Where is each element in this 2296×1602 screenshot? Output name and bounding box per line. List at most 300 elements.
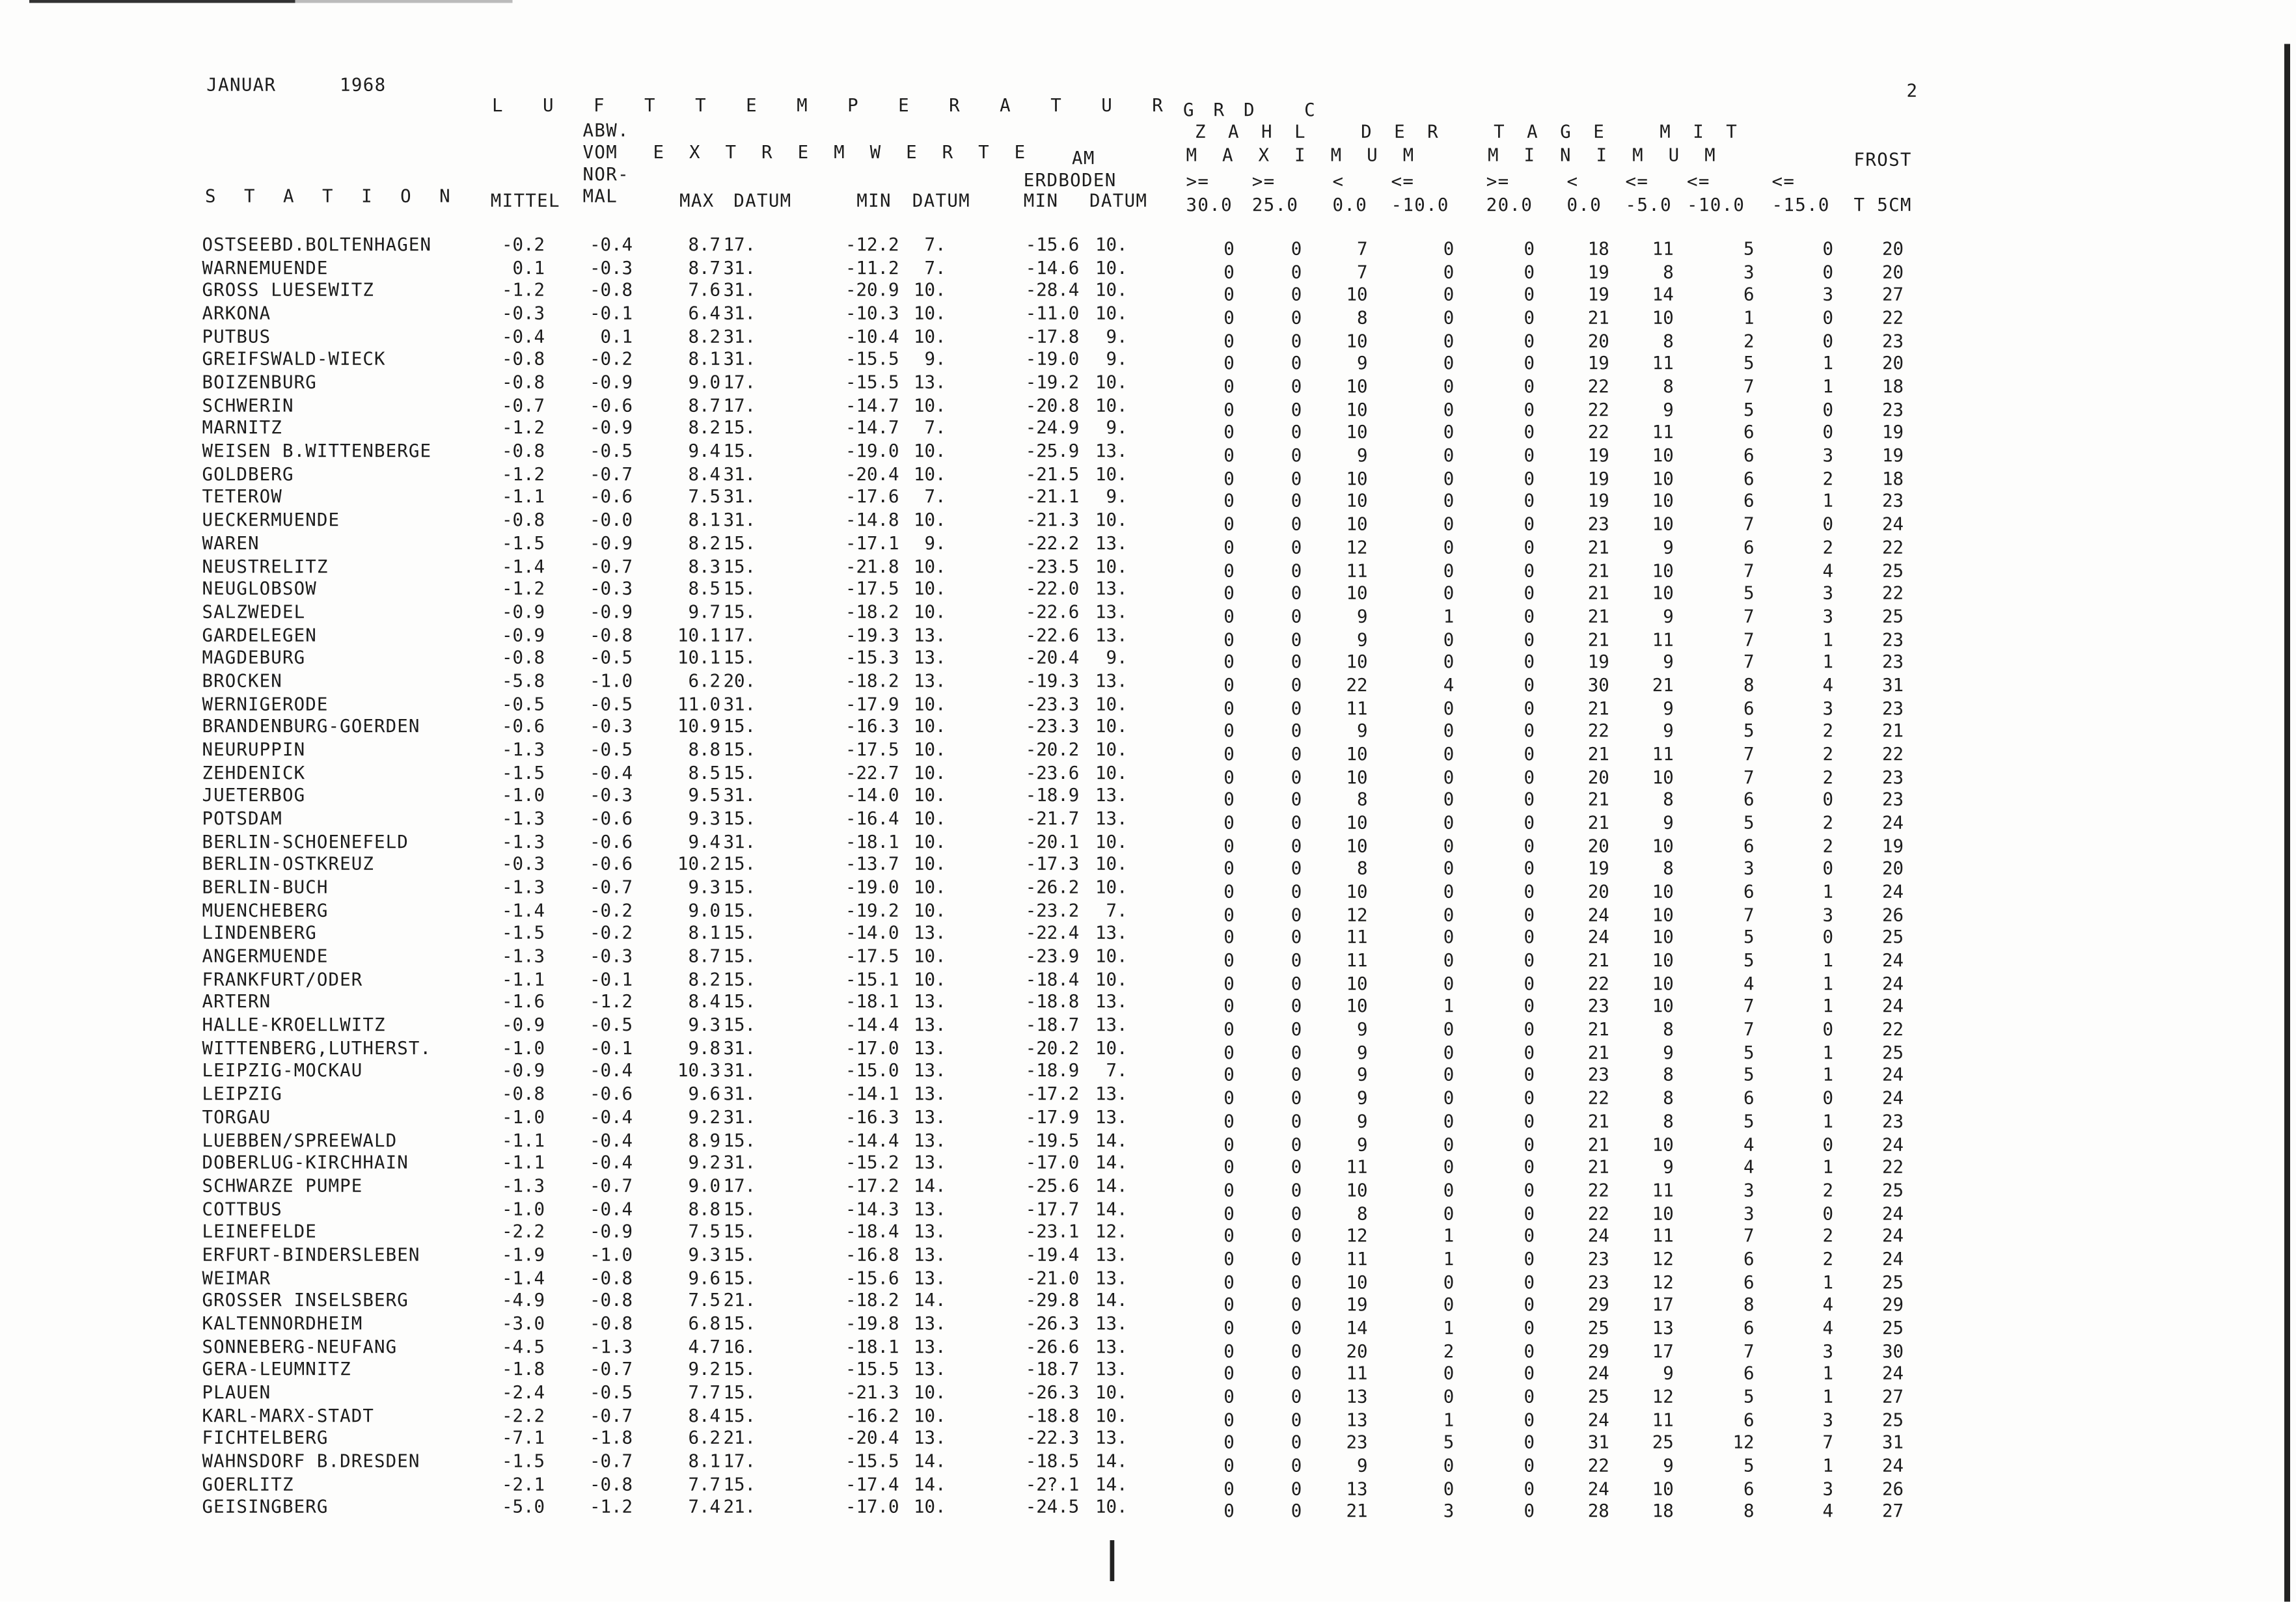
cell-max-ge-30: 0 <box>1223 1478 1235 1499</box>
cell-max-ge-25: 0 <box>1291 1340 1302 1361</box>
cell-erdboden-min: -29.8 <box>1025 1290 1080 1311</box>
station-name: WEISEN B.WITTENBERGE <box>202 441 432 461</box>
minimum-operator: >= <box>1486 171 1510 192</box>
cell-max: 7.4 <box>688 1497 720 1517</box>
cell-max-ge-25: 0 <box>1291 629 1302 649</box>
cell-frost-5cm: 26 <box>1881 904 1904 925</box>
cell-max-lt-0: 10 <box>1346 284 1368 305</box>
cell-max-lt-0: 9 <box>1356 1111 1368 1132</box>
cell-min-le-m15: 3 <box>1822 606 1833 627</box>
cell-max-ge-25: 0 <box>1291 1202 1302 1223</box>
cell-min-datum: 13. <box>913 1428 946 1449</box>
cell-min-le-m5: 8 <box>1663 330 1674 351</box>
cell-min: -19.2 <box>845 900 899 921</box>
cell-min-lt-0: 24 <box>1587 1363 1609 1384</box>
cell-max-datum: 15. <box>723 1244 756 1265</box>
cell-min-le-m5: 9 <box>1663 1363 1674 1384</box>
cell-max-ge-25: 0 <box>1291 330 1302 351</box>
cell-mittel: -1.3 <box>501 945 545 967</box>
cell-min-le-m15: 2 <box>1822 767 1833 787</box>
cell-frost-5cm: 19 <box>1881 445 1904 466</box>
cell-min-ge-20: 0 <box>1524 1409 1535 1430</box>
cell-max: 9.3 <box>688 1244 720 1265</box>
cell-max: 7.5 <box>688 487 720 508</box>
cell-min-ge-20: 0 <box>1524 1432 1535 1453</box>
cell-max: 10.3 <box>677 1061 720 1081</box>
cell-min-le-m10: 6 <box>1743 445 1755 466</box>
cell-min-le-m5: 9 <box>1663 720 1674 742</box>
cell-max-le-m10: 0 <box>1443 284 1455 305</box>
cell-max-le-m10: 0 <box>1443 422 1455 443</box>
cell-erdboden-min: -22.4 <box>1025 923 1080 944</box>
cell-max-ge-30: 0 <box>1223 1501 1235 1522</box>
cell-max-ge-30: 0 <box>1223 698 1235 718</box>
cell-erdboden-min: -20.8 <box>1025 394 1080 416</box>
cell-min: -10.4 <box>845 326 899 347</box>
cell-min: -19.0 <box>845 876 899 898</box>
station-name: MAGDEBURG <box>202 647 306 668</box>
cell-max-datum: 17. <box>723 394 756 416</box>
cell-erdboden-datum: 13. <box>1095 670 1128 691</box>
cell-min-datum: 10. <box>913 831 946 852</box>
cell-max: 8.8 <box>688 1198 720 1219</box>
cell-max-datum: 17. <box>723 624 756 645</box>
cell-erdboden-min: -23.2 <box>1025 900 1080 921</box>
cell-min-le-m10: 4 <box>1743 973 1755 994</box>
cell-mittel: -0.2 <box>501 234 545 255</box>
cell-min-le-m5: 10 <box>1652 468 1674 489</box>
cell-abw: -0.9 <box>589 601 633 622</box>
cell-min-lt-0: 21 <box>1587 789 1609 810</box>
cell-max-ge-25: 0 <box>1291 1042 1302 1063</box>
cell-frost-5cm: 24 <box>1881 514 1904 535</box>
cell-min-ge-20: 0 <box>1524 537 1535 558</box>
cell-min-datum: 13. <box>913 1129 946 1150</box>
cell-max-le-m10: 0 <box>1443 1363 1455 1384</box>
cell-max-ge-25: 0 <box>1291 1317 1302 1338</box>
cell-abw: -0.9 <box>589 1221 633 1242</box>
cell-max-ge-25: 0 <box>1291 468 1302 489</box>
cell-mittel: -1.3 <box>501 831 545 852</box>
cell-min-le-m15: 1 <box>1822 1386 1833 1407</box>
station-name: BRANDENBURG-GOERDEN <box>202 716 420 737</box>
cell-min-datum: 13. <box>913 1198 946 1219</box>
cell-max-ge-25: 0 <box>1291 858 1302 879</box>
cell-max-datum: 21. <box>723 1428 756 1449</box>
cell-min-le-m5: 10 <box>1652 514 1674 535</box>
cell-max-le-m10: 0 <box>1443 858 1455 879</box>
cell-min-datum: 13. <box>913 647 946 668</box>
cell-max-ge-25: 0 <box>1291 1432 1302 1453</box>
erdboden-header-2: ERDBODEN <box>1023 170 1117 191</box>
cell-max-datum: 15. <box>723 945 756 967</box>
cell-erdboden-datum: 13. <box>1095 624 1128 645</box>
cell-min-le-m10: 6 <box>1743 1271 1755 1292</box>
cell-erdboden-datum: 13. <box>1095 923 1128 944</box>
cell-max-ge-30: 0 <box>1223 812 1235 834</box>
cell-min-le-m5: 11 <box>1652 1409 1674 1430</box>
cell-erdboden-datum: 14. <box>1095 1198 1128 1219</box>
cell-min-ge-20: 0 <box>1524 1202 1535 1223</box>
abw-header-1: ABW. <box>582 120 629 141</box>
frost-header: FROST <box>1853 149 1912 170</box>
cell-mittel: -1.3 <box>501 808 545 829</box>
cell-max: 8.7 <box>688 234 720 255</box>
min-header: MIN <box>856 190 892 211</box>
cell-mittel: -1.1 <box>501 487 545 508</box>
cell-mittel: -0.8 <box>501 349 545 370</box>
cell-min-lt-0: 21 <box>1587 1042 1609 1063</box>
cell-max-datum: 17. <box>723 1175 756 1196</box>
cell-min-le-m5: 12 <box>1652 1249 1674 1269</box>
cell-max-datum: 15. <box>723 923 756 944</box>
cell-frost-5cm: 21 <box>1881 720 1904 742</box>
cell-min: -15.5 <box>845 349 899 370</box>
cell-max: 6.4 <box>688 303 720 324</box>
cell-mittel: -1.5 <box>501 923 545 944</box>
cell-max-ge-30: 0 <box>1223 1088 1235 1109</box>
cell-min-ge-20: 0 <box>1524 927 1535 948</box>
cell-max-datum: 31. <box>723 1083 756 1104</box>
cell-max-ge-25: 0 <box>1291 284 1302 305</box>
cell-erdboden-datum: 10. <box>1095 762 1128 783</box>
cell-min-le-m10: 6 <box>1743 468 1755 489</box>
cell-min: -16.3 <box>845 1106 899 1128</box>
cell-max-lt-0: 10 <box>1346 491 1368 512</box>
cell-min-ge-20: 0 <box>1524 651 1535 673</box>
cell-min: -20.9 <box>845 280 899 301</box>
cell-mittel: -0.7 <box>501 394 545 416</box>
cell-max-lt-0: 10 <box>1346 996 1368 1017</box>
cell-max-ge-30: 0 <box>1223 468 1235 489</box>
cell-max-ge-30: 0 <box>1223 582 1235 604</box>
cell-max-datum: 31. <box>723 1106 756 1128</box>
cell-min-le-m5: 11 <box>1652 353 1674 374</box>
cell-min-ge-20: 0 <box>1524 445 1535 466</box>
maximum-operator: <= <box>1391 171 1415 192</box>
mittel-header: MITTEL <box>490 190 560 211</box>
cell-frost-5cm: 26 <box>1881 1478 1904 1499</box>
cell-erdboden-min: -26.3 <box>1025 1313 1080 1334</box>
cell-max-le-m10: 0 <box>1443 812 1455 834</box>
cell-min-le-m10: 7 <box>1743 767 1755 787</box>
cell-frost-5cm: 24 <box>1881 1134 1904 1155</box>
cell-mittel: -1.0 <box>501 1198 545 1219</box>
cell-max-le-m10: 1 <box>1443 1225 1455 1247</box>
cell-erdboden-min: -17.0 <box>1025 1152 1080 1173</box>
cell-frost-5cm: 23 <box>1881 1111 1904 1132</box>
cell-max-lt-0: 9 <box>1356 445 1368 466</box>
cell-min-lt-0: 19 <box>1587 445 1609 466</box>
cell-min-le-m10: 7 <box>1743 560 1755 581</box>
cell-min-le-m10: 6 <box>1743 422 1755 443</box>
cell-max: 10.1 <box>677 647 720 668</box>
cell-max: 9.3 <box>688 876 720 898</box>
cell-frost-5cm: 27 <box>1881 284 1904 305</box>
year-label: 1968 <box>340 74 387 96</box>
cell-frost-5cm: 24 <box>1881 1202 1904 1223</box>
cell-max-le-m10: 1 <box>1443 606 1455 627</box>
cell-erdboden-datum: 10. <box>1095 1037 1128 1059</box>
extremwerte-header: E X T R E M W E R T E <box>653 142 1033 163</box>
cell-max: 9.4 <box>688 441 720 461</box>
cell-min: -14.0 <box>845 923 899 944</box>
cell-max-lt-0: 9 <box>1356 606 1368 627</box>
cell-max-ge-30: 0 <box>1223 1294 1235 1316</box>
cell-min-le-m5: 10 <box>1652 767 1674 787</box>
cell-erdboden-datum: 10. <box>1095 234 1128 255</box>
cell-mittel: -1.5 <box>501 762 545 783</box>
cell-frost-5cm: 25 <box>1881 1180 1904 1201</box>
cell-max: 9.8 <box>688 1037 720 1059</box>
cell-frost-5cm: 22 <box>1881 1156 1904 1178</box>
cell-abw: -0.0 <box>589 509 633 530</box>
cell-min: -17.9 <box>845 693 899 714</box>
cell-max-ge-25: 0 <box>1291 537 1302 558</box>
cell-min-lt-0: 19 <box>1587 858 1609 879</box>
station-name: LUEBBEN/SPREEWALD <box>202 1129 398 1150</box>
cell-max-le-m10: 0 <box>1443 767 1455 787</box>
cell-mittel: -4.5 <box>501 1336 545 1357</box>
station-name: GERA-LEUMNITZ <box>202 1359 351 1380</box>
station-name: BERLIN-SCHOENEFELD <box>202 831 409 852</box>
station-name: COTTBUS <box>202 1198 282 1219</box>
cell-min-datum: 10. <box>913 555 946 577</box>
cell-erdboden-datum: 10. <box>1095 739 1128 760</box>
cell-min-datum: 7. <box>924 257 946 278</box>
cell-erdboden-min: -19.4 <box>1025 1244 1080 1265</box>
cell-erdboden-datum: 10. <box>1095 693 1128 714</box>
cell-frost-5cm: 23 <box>1881 789 1904 810</box>
cell-erdboden-min: -22.0 <box>1025 578 1080 599</box>
cell-max-lt-0: 10 <box>1346 422 1368 443</box>
cell-min-lt-0: 23 <box>1587 996 1609 1017</box>
cell-max-lt-0: 8 <box>1356 858 1368 879</box>
cell-min-le-m5: 14 <box>1652 284 1674 305</box>
cell-min-datum: 10. <box>913 968 946 990</box>
cell-min-datum: 14. <box>913 1175 946 1196</box>
minimum-threshold: -5.0 <box>1625 195 1672 215</box>
cell-max-ge-30: 0 <box>1223 858 1235 879</box>
cell-erdboden-datum: 14. <box>1095 1175 1128 1196</box>
cell-abw: -1.8 <box>589 1428 633 1449</box>
cell-min-le-m10: 12 <box>1732 1432 1755 1453</box>
cell-max: 10.9 <box>677 716 720 737</box>
cell-max-le-m10: 0 <box>1443 1042 1455 1063</box>
cell-min-ge-20: 0 <box>1524 1294 1535 1316</box>
cell-erdboden-min: -21.7 <box>1025 808 1080 829</box>
cell-min-le-m15: 3 <box>1822 904 1833 925</box>
cell-erdboden-datum: 13. <box>1095 992 1128 1012</box>
cell-max-le-m10: 0 <box>1443 1202 1455 1223</box>
cell-min-le-m10: 6 <box>1743 881 1755 903</box>
cell-abw: -0.6 <box>589 854 633 875</box>
cell-max-le-m10: 0 <box>1443 904 1455 925</box>
cell-min-le-m5: 10 <box>1652 1478 1674 1499</box>
cell-erdboden-min: -20.2 <box>1025 739 1080 760</box>
cell-min-lt-0: 24 <box>1587 904 1609 925</box>
cell-mittel: -0.8 <box>501 372 545 393</box>
cell-erdboden-min: -26.2 <box>1025 876 1080 898</box>
cell-min-le-m15: 0 <box>1822 422 1833 443</box>
cell-max-lt-0: 12 <box>1346 1225 1368 1247</box>
cell-max: 9.3 <box>688 1014 720 1035</box>
cell-min-le-m15: 2 <box>1822 812 1833 834</box>
erdboden-header-1: AM <box>1072 148 1095 169</box>
cell-max-ge-25: 0 <box>1291 1111 1302 1132</box>
cell-max-ge-30: 0 <box>1223 1202 1235 1223</box>
cell-min-le-m5: 8 <box>1663 1065 1674 1086</box>
cell-max-le-m10: 0 <box>1443 927 1455 948</box>
cell-erdboden-datum: 10. <box>1095 945 1128 967</box>
cell-erdboden-min: -23.3 <box>1025 716 1080 737</box>
cell-max-lt-0: 10 <box>1346 514 1368 535</box>
station-name: DOBERLUG-KIRCHHAIN <box>202 1152 409 1173</box>
cell-max-lt-0: 10 <box>1346 973 1368 994</box>
cell-min-datum: 13. <box>913 1221 946 1242</box>
cell-erdboden-min: -20.4 <box>1025 647 1080 668</box>
cell-max: 9.4 <box>688 831 720 852</box>
abw-header-3: NOR- <box>582 164 629 185</box>
cell-mittel: -7.1 <box>501 1428 545 1449</box>
cell-max-ge-25: 0 <box>1291 422 1302 443</box>
station-name: BERLIN-BUCH <box>202 876 329 898</box>
cell-erdboden-datum: 9. <box>1106 647 1128 668</box>
cell-max: 7.7 <box>688 1474 720 1495</box>
cell-max-lt-0: 9 <box>1356 1455 1368 1476</box>
cell-min-ge-20: 0 <box>1524 307 1535 329</box>
cell-min-le-m10: 5 <box>1743 582 1755 604</box>
cell-min-ge-20: 0 <box>1524 1271 1535 1292</box>
cell-erdboden-min: -18.8 <box>1025 992 1080 1012</box>
cell-erdboden-datum: 10. <box>1095 716 1128 737</box>
cell-min-le-m15: 1 <box>1822 996 1833 1017</box>
cell-max-datum: 15. <box>723 1405 756 1426</box>
cell-max-datum: 15. <box>723 1221 756 1242</box>
station-name: TORGAU <box>202 1106 271 1128</box>
cell-min-ge-20: 0 <box>1524 1088 1535 1109</box>
cell-mittel: -1.1 <box>501 1129 545 1150</box>
cell-min-le-m5: 10 <box>1652 491 1674 512</box>
cell-max-ge-25: 0 <box>1291 1225 1302 1247</box>
cell-max-ge-25: 0 <box>1291 973 1302 994</box>
cell-min-datum: 13. <box>913 923 946 944</box>
cell-max-le-m10: 0 <box>1443 835 1455 856</box>
cell-max-lt-0: 7 <box>1356 238 1368 260</box>
cell-min-ge-20: 0 <box>1524 238 1535 260</box>
cell-erdboden-datum: 13. <box>1095 1359 1128 1380</box>
cell-max-ge-30: 0 <box>1223 537 1235 558</box>
cell-max-datum: 31. <box>723 509 756 530</box>
cell-min-le-m10: 7 <box>1743 904 1755 925</box>
cell-max-ge-30: 0 <box>1223 238 1235 260</box>
cell-max-ge-25: 0 <box>1291 698 1302 718</box>
cell-min-le-m5: 11 <box>1652 743 1674 765</box>
cell-max-ge-30: 0 <box>1223 1065 1235 1086</box>
cell-erdboden-min: -22.6 <box>1025 601 1080 622</box>
cell-min-le-m10: 3 <box>1743 262 1755 282</box>
cell-mittel: -0.8 <box>501 647 545 668</box>
cell-min-lt-0: 22 <box>1587 720 1609 742</box>
station-name: KALTENNORDHEIM <box>202 1313 363 1334</box>
cell-abw: -0.6 <box>589 487 633 508</box>
cell-max-ge-30: 0 <box>1223 1432 1235 1453</box>
cell-erdboden-datum: 10. <box>1095 968 1128 990</box>
cell-min-lt-0: 18 <box>1587 238 1609 260</box>
cell-min-datum: 10. <box>913 900 946 921</box>
cell-min: -15.0 <box>845 1061 899 1081</box>
cell-min-le-m10: 5 <box>1743 1111 1755 1132</box>
station-name: WERNIGERODE <box>202 693 329 714</box>
cell-mittel: -1.4 <box>501 900 545 921</box>
cell-erdboden-min: -22.6 <box>1025 624 1080 645</box>
cell-max-datum: 15. <box>723 1313 756 1334</box>
cell-frost-5cm: 22 <box>1881 743 1904 765</box>
cell-mittel: -1.1 <box>501 968 545 990</box>
cell-erdboden-min: -23.1 <box>1025 1221 1080 1242</box>
cell-max-le-m10: 0 <box>1443 698 1455 718</box>
cell-erdboden-min: -18.5 <box>1025 1450 1080 1472</box>
cell-min-le-m15: 1 <box>1822 973 1833 994</box>
cell-erdboden-datum: 13. <box>1095 1014 1128 1035</box>
cell-frost-5cm: 24 <box>1881 881 1904 903</box>
cell-min-le-m5: 10 <box>1652 904 1674 925</box>
cell-max-datum: 15. <box>723 532 756 554</box>
cell-erdboden-datum: 7. <box>1106 900 1128 921</box>
cell-abw: -0.9 <box>589 418 633 439</box>
cell-min-lt-0: 22 <box>1587 1202 1609 1223</box>
cell-max: 9.0 <box>688 372 720 393</box>
cell-max-lt-0: 8 <box>1356 307 1368 329</box>
cell-erdboden-datum: 10. <box>1095 831 1128 852</box>
minimum-threshold: 0.0 <box>1566 195 1602 215</box>
minimum-threshold: -15.0 <box>1771 195 1830 215</box>
cell-max: 9.2 <box>688 1152 720 1173</box>
cell-max-le-m10: 1 <box>1443 996 1455 1017</box>
cell-min-ge-20: 0 <box>1524 399 1535 420</box>
station-name: PUTBUS <box>202 326 271 347</box>
cell-max: 11.0 <box>677 693 720 714</box>
cell-min-lt-0: 21 <box>1587 743 1609 765</box>
cell-max-datum: 15. <box>723 876 756 898</box>
cell-min-le-m5: 9 <box>1663 1042 1674 1063</box>
minimum-threshold: -10.0 <box>1687 195 1745 215</box>
station-name: FICHTELBERG <box>202 1428 329 1449</box>
cell-min-le-m5: 10 <box>1652 307 1674 329</box>
cell-min-le-m10: 6 <box>1743 835 1755 856</box>
cell-mittel: -1.5 <box>501 532 545 554</box>
cell-max: 8.5 <box>688 762 720 783</box>
cell-max-ge-30: 0 <box>1223 675 1235 696</box>
cell-mittel: -1.4 <box>501 555 545 577</box>
cell-abw: -1.0 <box>589 670 633 691</box>
cell-max-datum: 31. <box>723 349 756 370</box>
cell-min-datum: 13. <box>913 1037 946 1059</box>
cell-min-ge-20: 0 <box>1524 858 1535 879</box>
cell-max-datum: 15. <box>723 762 756 783</box>
cell-max-ge-30: 0 <box>1223 307 1235 329</box>
cell-max-datum: 15. <box>723 1267 756 1288</box>
cell-frost-5cm: 24 <box>1881 996 1904 1017</box>
cell-max-ge-30: 0 <box>1223 1042 1235 1063</box>
cell-abw: -0.1 <box>589 1037 633 1059</box>
cell-min-lt-0: 21 <box>1587 1111 1609 1132</box>
cell-min-lt-0: 23 <box>1587 1249 1609 1269</box>
cell-max-lt-0: 9 <box>1356 1042 1368 1063</box>
cell-max-ge-25: 0 <box>1291 1271 1302 1292</box>
cell-min: -21.8 <box>845 555 899 577</box>
cell-erdboden-datum: 10. <box>1095 303 1128 324</box>
